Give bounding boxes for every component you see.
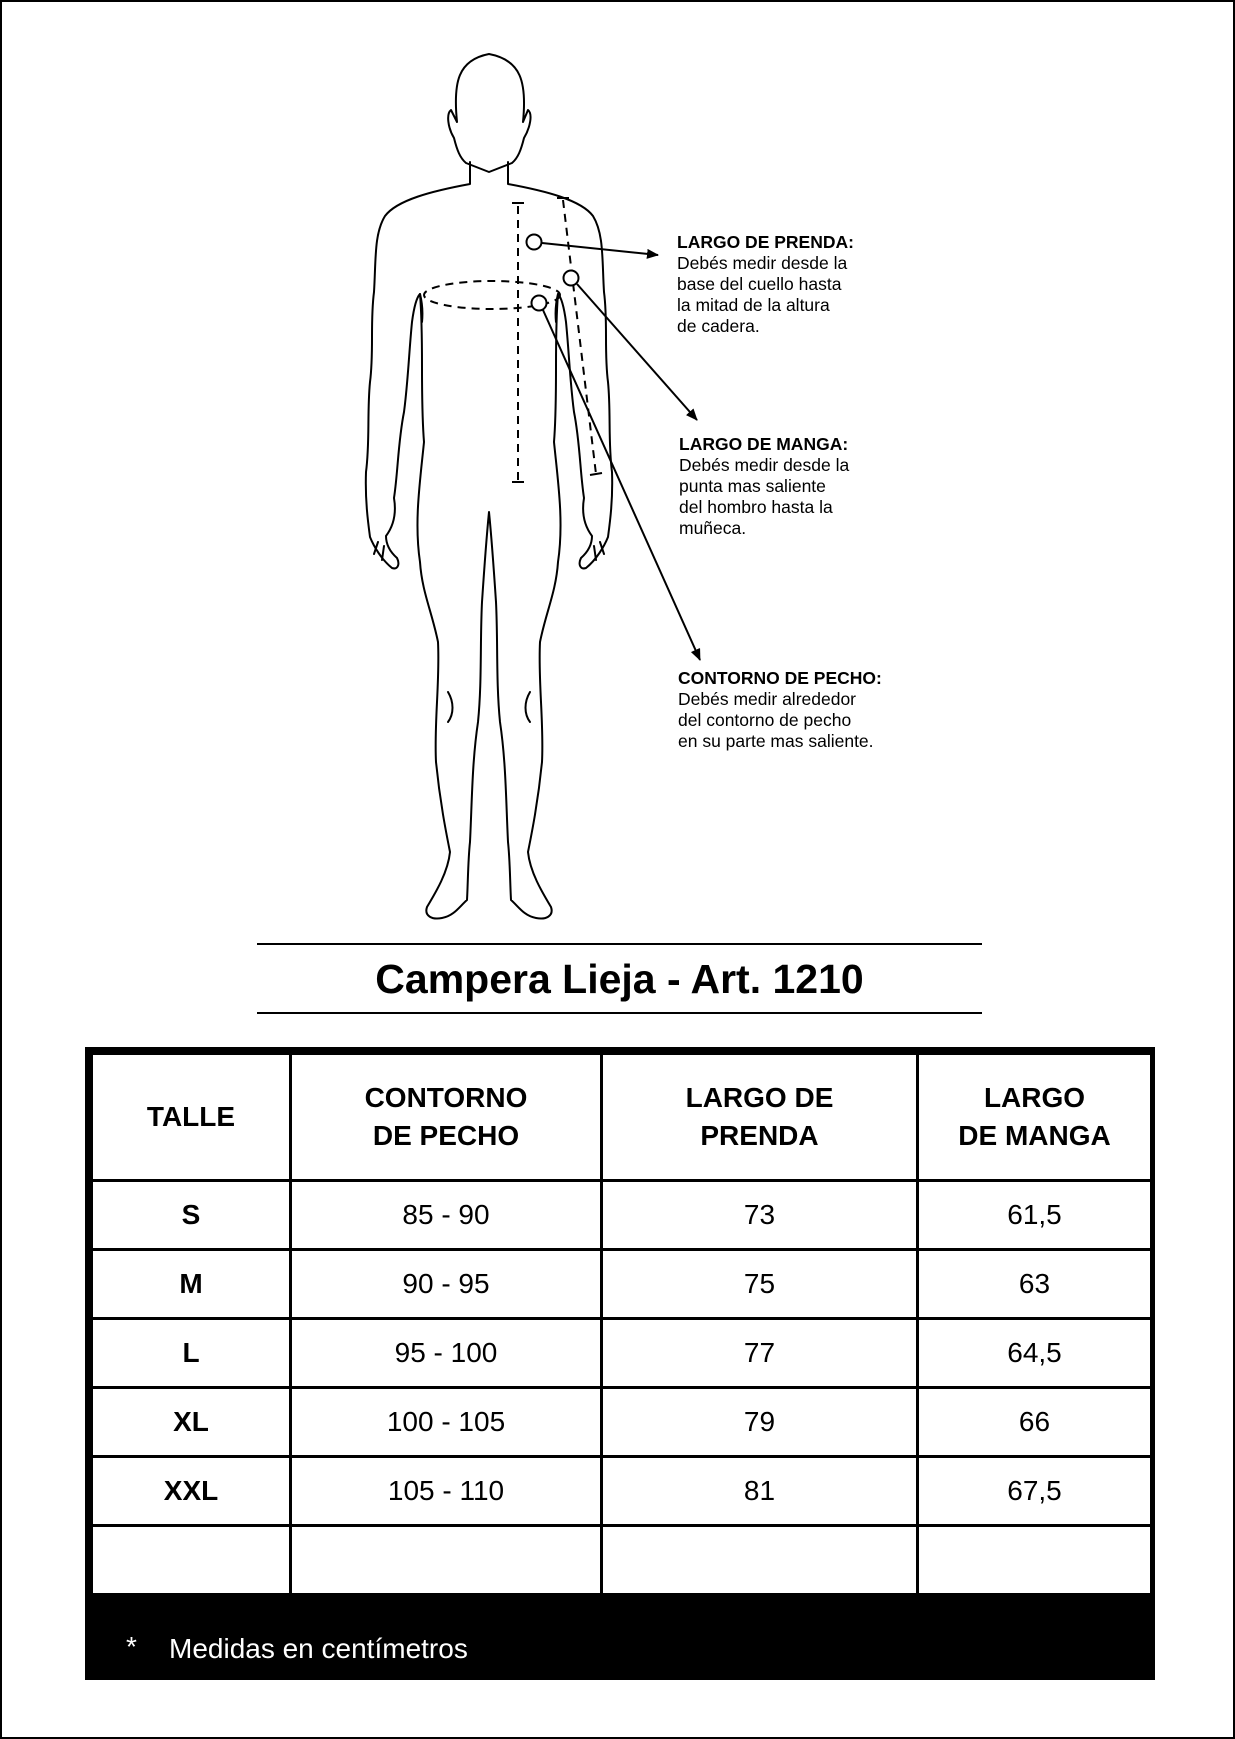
cell-talle: L — [92, 1319, 291, 1388]
annotation-largo-manga — [679, 434, 939, 539]
human-body-figure-icon — [366, 54, 612, 919]
table-row — [92, 1457, 1152, 1526]
column-header-largo-manga: LARGO DE MANGA — [918, 1054, 1152, 1181]
annotation-title: CONTORNO DE PECHO: — [678, 668, 882, 688]
annotation-line: de cadera. — [677, 316, 760, 336]
cell-largo-prenda: 73 — [602, 1181, 918, 1250]
cell-empty — [291, 1526, 602, 1595]
table-row — [92, 1250, 1152, 1319]
table-row — [92, 1319, 1152, 1388]
cell-largo-manga: 66 — [918, 1388, 1152, 1457]
column-header-talle: TALLE — [92, 1054, 291, 1181]
cell-contorno: 90 - 95 — [291, 1250, 602, 1319]
cell-talle: M — [92, 1250, 291, 1319]
footnote-text: Medidas en centímetros — [169, 1633, 468, 1664]
annotation-line: del hombro hasta la — [679, 497, 833, 517]
measurement-figure — [2, 2, 1235, 932]
annotation-line: base del cuello hasta — [677, 274, 842, 294]
cell-contorno: 105 - 110 — [291, 1457, 602, 1526]
annotation-line: la mitad de la altura — [677, 295, 830, 315]
cell-talle: XL — [92, 1388, 291, 1457]
cell-largo-prenda: 79 — [602, 1388, 918, 1457]
cell-largo-prenda: 77 — [602, 1319, 918, 1388]
cell-talle: XXL — [92, 1457, 291, 1526]
cell-largo-manga: 61,5 — [918, 1181, 1152, 1250]
annotation-line: Debés medir desde la — [679, 455, 850, 475]
cell-largo-manga: 63 — [918, 1250, 1152, 1319]
annotation-line: Debés medir desde la — [677, 253, 848, 273]
annotation-line: del contorno de pecho — [678, 710, 852, 730]
cell-talle: S — [92, 1181, 291, 1250]
measurement-guides — [424, 198, 602, 482]
table-row-empty — [92, 1526, 1152, 1595]
size-table — [90, 1052, 1153, 1596]
cell-empty — [602, 1526, 918, 1595]
product-title: Campera Lieja - Art. 1210 — [375, 956, 864, 1002]
annotation-title: LARGO DE MANGA: — [679, 434, 849, 454]
cell-contorno: 85 - 90 — [291, 1181, 602, 1250]
annotation-line: muñeca. — [679, 518, 747, 538]
cell-largo-prenda: 75 — [602, 1250, 918, 1319]
table-row — [92, 1181, 1152, 1250]
cell-empty — [918, 1526, 1152, 1595]
annotation-largo-prenda — [677, 232, 937, 337]
title-divider-bottom — [257, 1012, 982, 1014]
column-header-contorno: CONTORNO DE PECHO — [291, 1054, 602, 1181]
table-header-row — [92, 1054, 1152, 1181]
cell-empty — [92, 1526, 291, 1595]
footnote-bar — [90, 1618, 1150, 1680]
column-header-largo-prenda: LARGO DE PRENDA — [602, 1054, 918, 1181]
cell-largo-manga: 67,5 — [918, 1457, 1152, 1526]
cell-contorno: 95 - 100 — [291, 1319, 602, 1388]
table-row — [92, 1388, 1152, 1457]
cell-largo-prenda: 81 — [602, 1457, 918, 1526]
annotation-line: en su parte mas saliente. — [678, 731, 874, 751]
annotation-line: Debés medir alrededor — [678, 689, 857, 709]
cell-contorno: 100 - 105 — [291, 1388, 602, 1457]
annotation-contorno-pecho — [678, 668, 938, 752]
footnote-marker: * — [126, 1631, 137, 1662]
annotation-line: punta mas saliente — [679, 476, 826, 496]
size-table-frame — [85, 1047, 1155, 1680]
cell-largo-manga: 64,5 — [918, 1319, 1152, 1388]
annotation-title: LARGO DE PRENDA: — [677, 232, 854, 252]
title-divider-top — [257, 943, 982, 945]
